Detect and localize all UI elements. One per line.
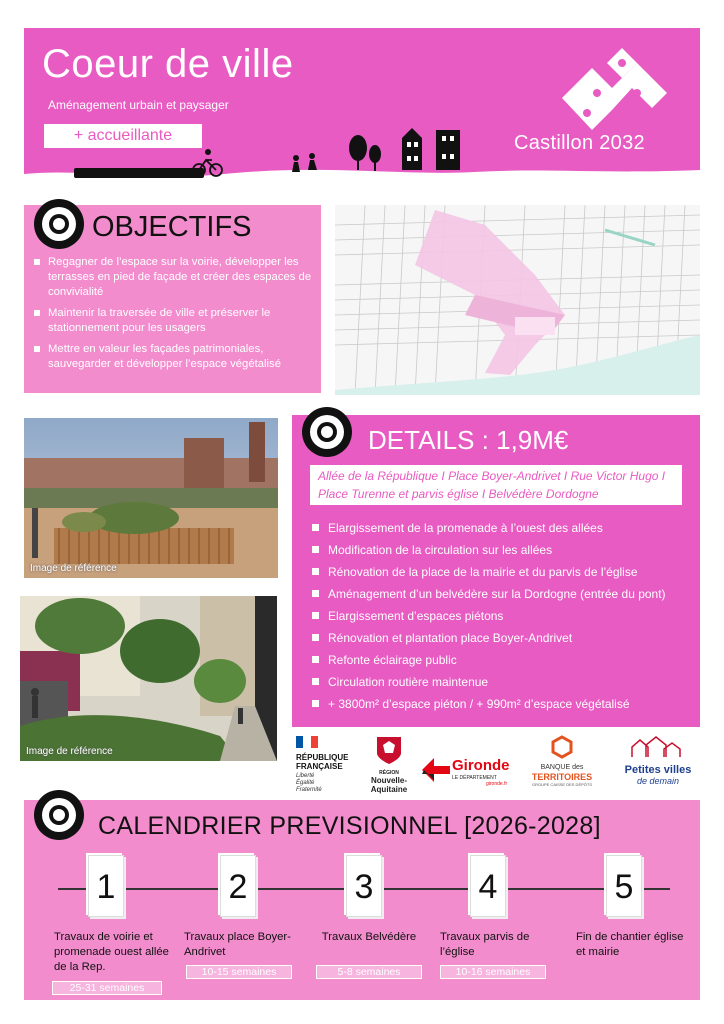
target-icon bbox=[34, 790, 84, 840]
details-list bbox=[312, 521, 698, 719]
duration-badge: 10-16 semaines bbox=[440, 965, 546, 979]
petites-villes-de-demain-logo: Petites villes de demain bbox=[612, 735, 704, 786]
list-item: Elargissement de la promenade à l’ouest des allées bbox=[312, 521, 698, 535]
region-shield-icon bbox=[375, 735, 403, 765]
list-item: Refonte éclairage public bbox=[312, 653, 698, 667]
photo-caption: Image de référence bbox=[30, 563, 117, 574]
houses-icon bbox=[628, 735, 688, 759]
timeline-step-2: 2 bbox=[220, 855, 256, 917]
objectifs-title: OBJECTIFS bbox=[92, 211, 252, 243]
objectifs-panel bbox=[24, 205, 321, 393]
details-title: DETAILS : 1,9M€ bbox=[368, 425, 569, 455]
photo-caption: Image de référence bbox=[26, 746, 113, 757]
site-map bbox=[335, 205, 700, 395]
tag-badge: + accueillante bbox=[44, 124, 202, 148]
timeline-step-5: 5 bbox=[606, 855, 642, 917]
timeline-step-3: 3 bbox=[346, 855, 382, 917]
partner-logos: RÉPUBLIQUE FRANÇAISE Liberté Égalité Fraternité RÉGION Nouvelle- Aquitaine Gironde LE DÉPARTEMENT gironde.fr BANQUE des TERRITOIRES GROUPE CAISSE DES DÉPÔTS Petites villes de demain bbox=[294, 735, 704, 797]
castillon-logo-icon bbox=[552, 38, 682, 130]
people-icon bbox=[292, 153, 317, 172]
list-item: + 3800m² d’espace piéton / + 990m² d’espace végétalisé bbox=[312, 697, 698, 711]
gironde-arrow-icon bbox=[422, 755, 450, 785]
step-label: Travaux parvis de l’église bbox=[440, 931, 530, 958]
list-item: Rénovation de la place de la mairie et du parvis de l’église bbox=[312, 565, 698, 579]
tree-icon bbox=[349, 135, 381, 171]
duration-badge: 10-15 semaines bbox=[186, 965, 292, 979]
list-item: Circulation routière maintenue bbox=[312, 675, 698, 689]
hexagon-icon bbox=[551, 735, 573, 759]
list-item: Regagner de l’espace sur la voirie, développer les terrasses en pied de façade et créer des espaces de convivialité bbox=[34, 255, 316, 300]
reference-photo-1 bbox=[24, 418, 278, 578]
list-item: Maintenir la traversée de ville et préserver le stationnement pour les usagers bbox=[34, 306, 316, 336]
step-label: Travaux place Boyer-Andrivet bbox=[184, 931, 291, 958]
timeline-step-1: 1 bbox=[88, 855, 124, 917]
list-item: Mettre en valeur les façades patrimoniales, sauvegarder et développer l’espace végétalisé bbox=[34, 342, 316, 372]
place-label: Castillon 2032 bbox=[514, 132, 645, 154]
house-icon bbox=[402, 128, 460, 170]
calendar-panel bbox=[24, 800, 700, 1000]
step-label: Travaux Belvédère bbox=[321, 931, 417, 943]
flag-icon bbox=[296, 736, 318, 748]
header-banner bbox=[24, 28, 700, 178]
target-icon bbox=[34, 199, 84, 249]
page-title: Coeur de ville bbox=[42, 42, 294, 86]
duration-badge: 25-31 semaines bbox=[52, 981, 162, 995]
reference-photo-2 bbox=[20, 596, 277, 761]
list-item: Modification de la circulation sur les allées bbox=[312, 543, 698, 557]
step-label: Fin de chantier église et mairie bbox=[576, 931, 684, 958]
details-panel bbox=[292, 415, 700, 727]
skyline-illustration bbox=[24, 124, 700, 178]
calendar-title: CALENDRIER PREVISIONNEL [2026-2028] bbox=[98, 812, 601, 840]
target-icon bbox=[302, 407, 352, 457]
region-nouvelle-aquitaine-logo: RÉGION Nouvelle- Aquitaine bbox=[364, 735, 414, 794]
list-item: Aménagement d’un belvédère sur la Dordogne (entrée du pont) bbox=[312, 587, 698, 601]
objectifs-list bbox=[34, 255, 316, 378]
list-item: Elargissement d’espaces piétons bbox=[312, 609, 698, 623]
duration-badge: 5-8 semaines bbox=[316, 965, 422, 979]
republique-francaise-logo: RÉPUBLIQUE FRANÇAISE Liberté Égalité Fraternité bbox=[296, 735, 358, 794]
streets-box: Allée de la République I Place Boyer-Andrivet I Rue Victor Hugo I Place Turenne et parvis église I Belvédère Dordogne bbox=[310, 465, 682, 505]
step-label: Travaux de voirie et promenade ouest allée de la Rep. bbox=[54, 931, 169, 973]
list-item: Rénovation et plantation place Boyer-Andrivet bbox=[312, 631, 698, 645]
timeline-step-4: 4 bbox=[470, 855, 506, 917]
page-subtitle: Aménagement urbain et paysager bbox=[48, 98, 229, 112]
banque-des-territoires-logo: BANQUE des TERRITOIRES GROUPE CAISSE DES DÉPÔTS bbox=[526, 735, 598, 788]
